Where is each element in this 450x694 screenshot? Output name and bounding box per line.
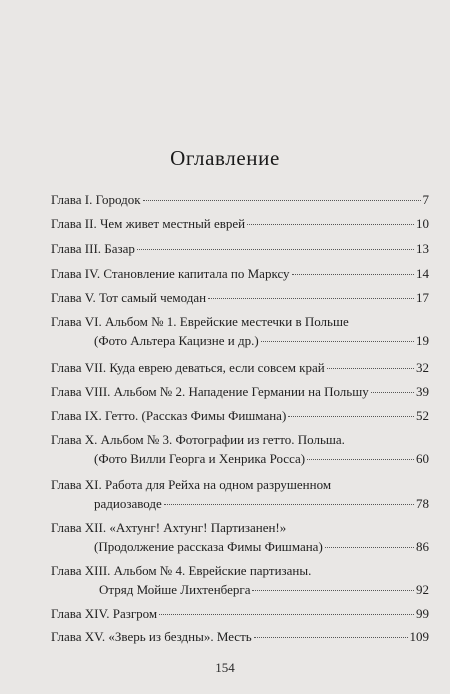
- toc-entry: [51, 358, 429, 377]
- toc-entry-page: 52: [416, 408, 429, 423]
- dot-leader: [143, 200, 421, 201]
- dot-leader: [247, 224, 414, 225]
- toc-entry-page: 99: [416, 606, 429, 621]
- dot-leader: [252, 590, 414, 591]
- toc-entry: [51, 430, 429, 468]
- toc-entry-page: 7: [422, 192, 429, 207]
- dot-leader: [292, 274, 414, 275]
- toc-entry-title: Глава II. Чем живет местный еврей: [51, 216, 246, 231]
- toc-entry: [51, 264, 429, 283]
- page-number: 154: [215, 660, 235, 675]
- toc-entry-title: Глава I. Городок: [51, 192, 141, 207]
- toc-entry: [51, 214, 429, 233]
- toc-entry: [51, 239, 429, 258]
- toc-entry: [51, 475, 429, 513]
- toc-entry: [51, 518, 429, 556]
- dot-leader: [327, 368, 414, 369]
- toc-entry-title: Глава IX. Гетто. (Рассказ Фимы Фишмана): [51, 408, 287, 423]
- toc-entry: [51, 382, 429, 401]
- toc-entry-title-continuation: (Фото Вилли Георга и Хенрика Росса): [94, 451, 306, 466]
- toc-entry-page: 32: [416, 360, 429, 375]
- toc-entry-page: 13: [416, 241, 429, 256]
- toc-entry-title: Глава X. Альбом № 3. Фотографии из гетто. Польша.: [51, 432, 345, 447]
- toc-entry-title-continuation: (Фото Альтера Кацизне и др.): [94, 333, 259, 348]
- toc-entry-title: Глава V. Тот самый чемодан: [51, 290, 207, 305]
- toc-entry-title: Глава III. Базар: [51, 241, 135, 256]
- toc-entry-title: Глава VII. Куда еврею деваться, если совсем край: [51, 360, 325, 375]
- toc-title: Оглавление: [170, 146, 280, 170]
- dot-leader: [159, 614, 414, 615]
- dot-leader: [371, 392, 414, 393]
- toc-entry-page: 17: [416, 290, 429, 305]
- toc-entry-page: 60: [416, 451, 429, 466]
- toc-entry-page: 92: [416, 582, 429, 597]
- toc-entry-title-continuation: (Продолжение рассказа Фимы Фишмана): [94, 539, 323, 554]
- toc-entry-page: 19: [416, 333, 429, 348]
- dot-leader: [288, 416, 414, 417]
- dot-leader: [325, 547, 414, 548]
- toc-entry-page: 78: [416, 496, 429, 511]
- toc-entry: [51, 190, 429, 209]
- dot-leader: [164, 504, 414, 505]
- dot-leader: [307, 459, 414, 460]
- dot-leader: [208, 298, 414, 299]
- toc-entry-title-continuation: Отряд Мойше Лихтенберга: [99, 582, 251, 597]
- toc-entry-title: Глава XII. «Ахтунг! Ахтунг! Партизанен!»: [51, 520, 287, 535]
- toc-entry-title-continuation: радиозаводе: [94, 496, 162, 511]
- dot-leader: [137, 249, 414, 250]
- dot-leader: [261, 341, 414, 342]
- toc-entry: [51, 406, 429, 425]
- toc-entry-title: Глава XIII. Альбом № 4. Еврейские партизаны.: [51, 563, 312, 578]
- toc-entry: [51, 627, 429, 646]
- toc-entry: [51, 312, 429, 350]
- toc-entry-title: Глава VI. Альбом № 1. Еврейские местечки в Польше: [51, 314, 349, 329]
- toc-entry-title: Глава XV. «Зверь из бездны». Месть: [51, 629, 252, 644]
- toc-entry-title: Глава IV. Становление капитала по Марксу: [51, 266, 290, 281]
- toc-entry-title: Глава XI. Работа для Рейха на одном разрушенном: [51, 477, 332, 492]
- toc-entry-page: 14: [416, 266, 429, 281]
- toc-entry-page: 86: [416, 539, 429, 554]
- toc-entry-title: Глава VIII. Альбом № 2. Нападение Германии на Польшу: [51, 384, 369, 399]
- toc-entry-page: 10: [416, 216, 429, 231]
- toc-entry: [51, 288, 429, 307]
- toc-entry: [51, 604, 429, 623]
- toc-entry-page: 109: [409, 629, 429, 644]
- dot-leader: [254, 637, 408, 638]
- toc-entry: [51, 561, 429, 599]
- toc-entry-page: 39: [416, 384, 429, 399]
- toc-entry-title: Глава XIV. Разгром: [51, 606, 158, 621]
